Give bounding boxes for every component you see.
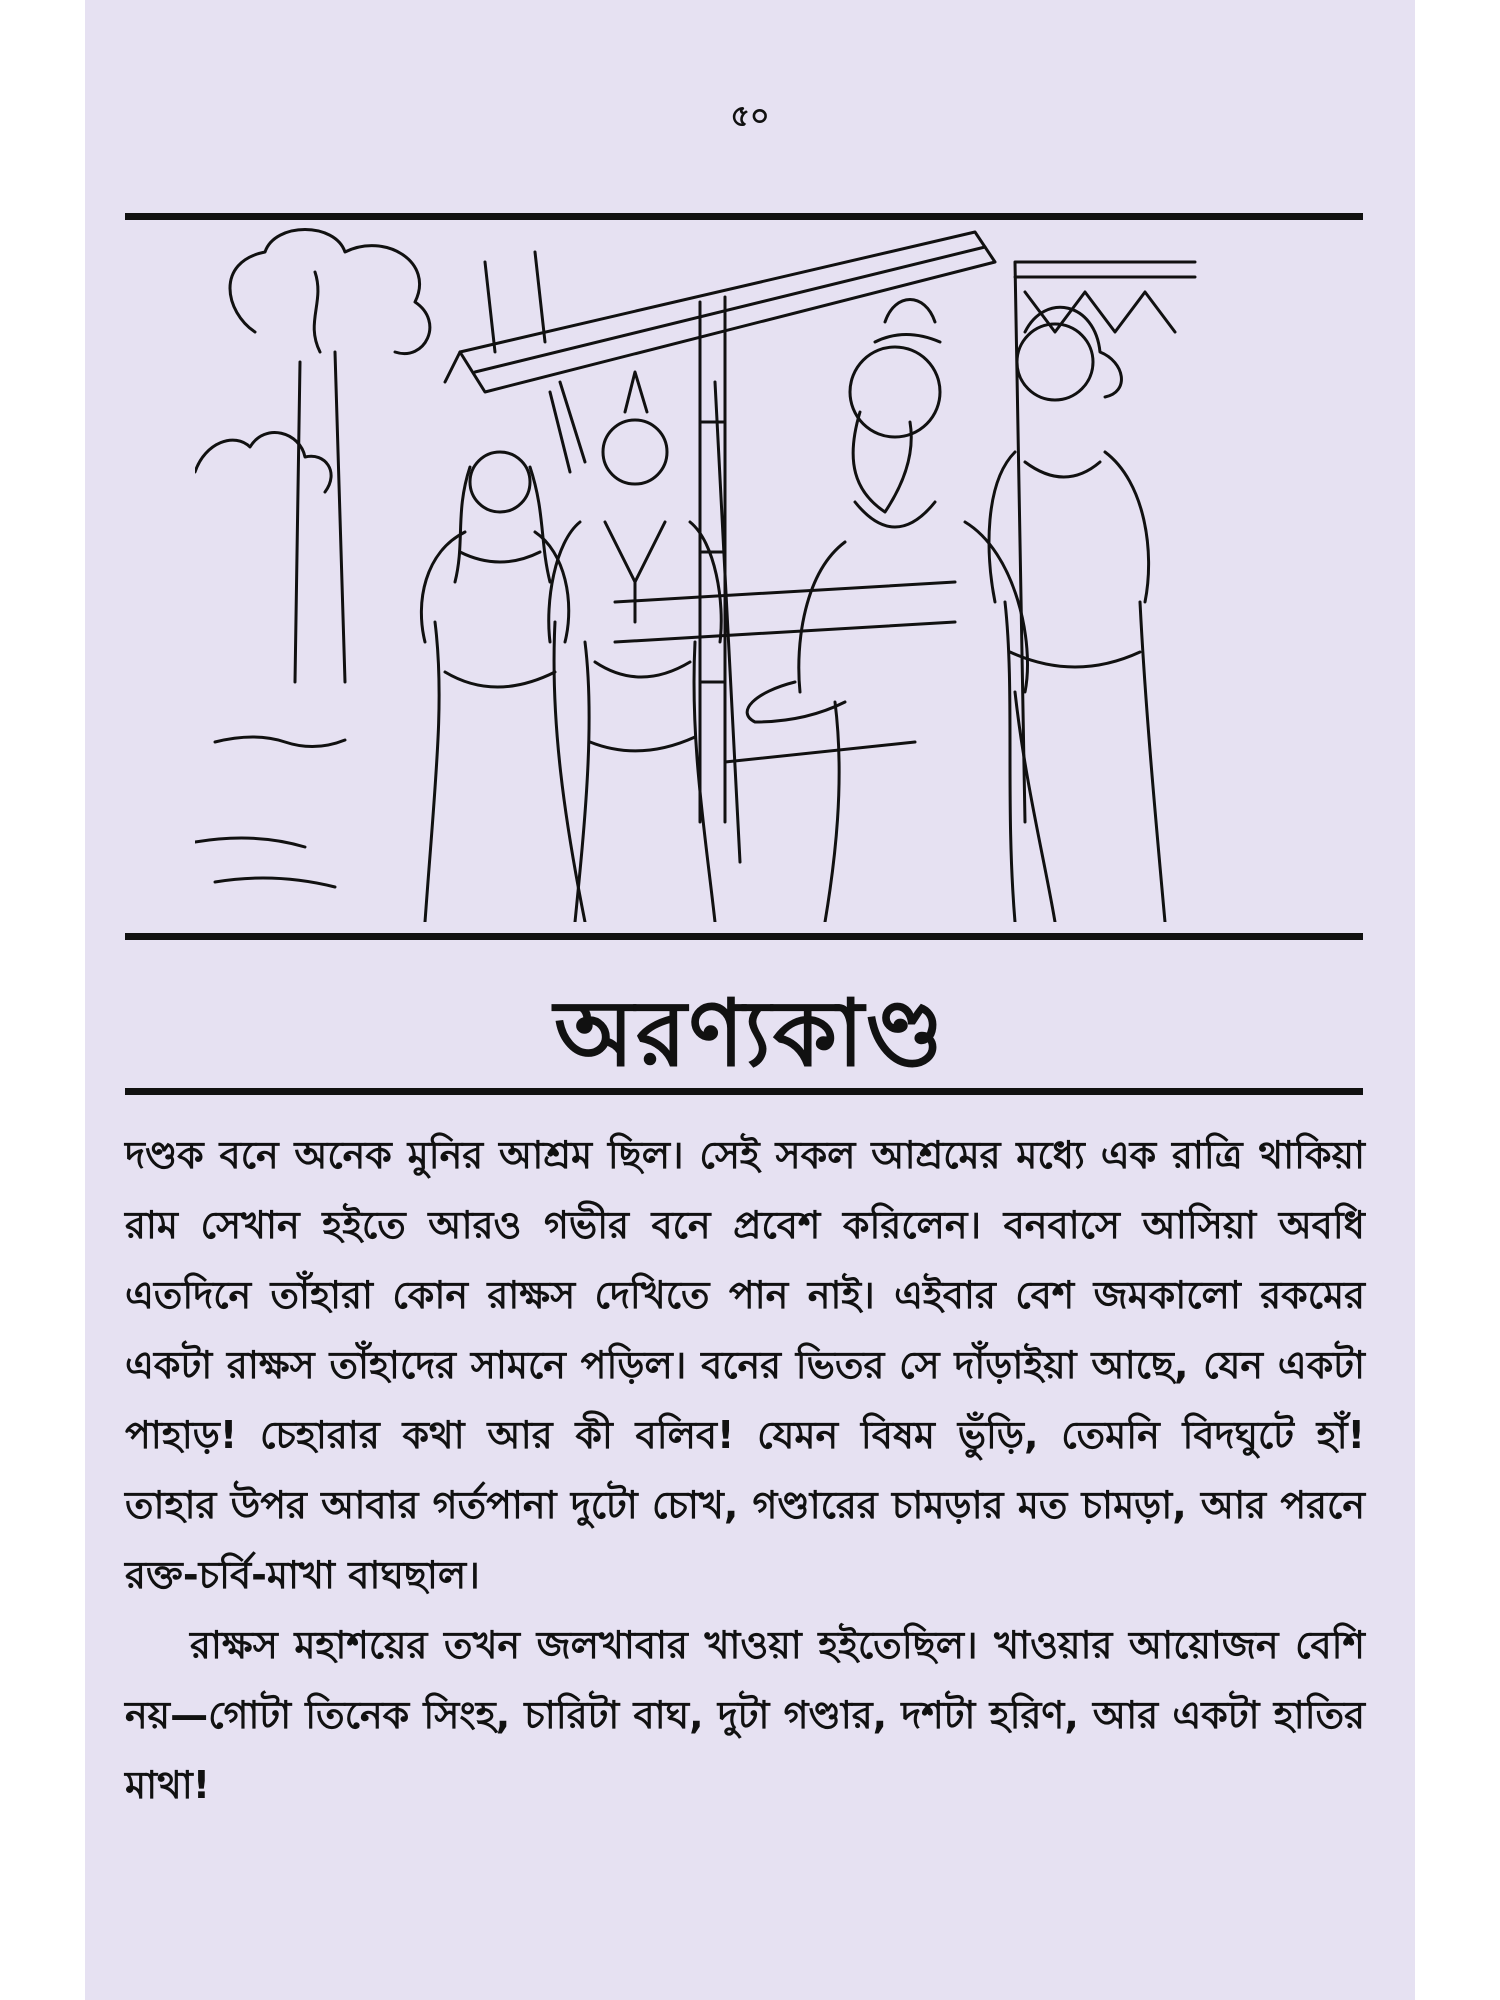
chapter-title: অরণ্যকাণ্ড [554,980,946,1087]
sage-wife-figure [989,307,1165,922]
middle-rule [125,933,1363,940]
illustration [195,222,1220,922]
paragraph: রাক্ষস মহাশয়ের তখন জলখাবার খাওয়া হইতেছিল। খাওয়ার আয়োজন বেশি নয়—গোটা তিনেক সিংহ, চারিটা বাঘ, দুটা গণ্ডার, দশটা হরিণ, আর একটা হাতির মাথা! [125,1623,1365,1807]
tree [230,230,430,683]
paragraph: দণ্ডক বনে অনেক মুনির আশ্রম ছিল। সেই সকল আশ্রমের মধ্যে এক রাত্রি থাকিয়া রাম সেখান হইতে আরও গভীর বনে প্রবেশ করিলেন। বনবাসে আসিয়া অবধি এতদিনে তাঁহারা কোন রাক্ষস দেখিতে পান নাই। এইবার বেশ জমকালো রকমের একটা রাক্ষস তাঁহাদের সামনে পড়িল। বনের ভিতর সে দাঁড়াইয়া আছে, যেন একটা পাহাড়! চেহারার কথা আর কী বলিব! যেমন বিষম ভুঁড়ি, তেমনি বিদঘুটে হাঁ! তাহার উপর আবার গর্তপানা দুটো চোখ, গণ্ডারের চামড়ার মত চামড়া, আর পরনে রক্ত-চর্বি-মাখা বাঘছাল। [125,1133,1365,1597]
ground [195,838,335,887]
sita-figure [421,452,585,922]
title-bottom-rule [125,1088,1363,1095]
body-text [125,1120,1365,1820]
top-rule [125,213,1363,220]
sage-figure [747,300,1055,923]
page-number: ৫০ [730,99,770,134]
rama-figure [549,372,740,922]
shrub [195,433,345,747]
